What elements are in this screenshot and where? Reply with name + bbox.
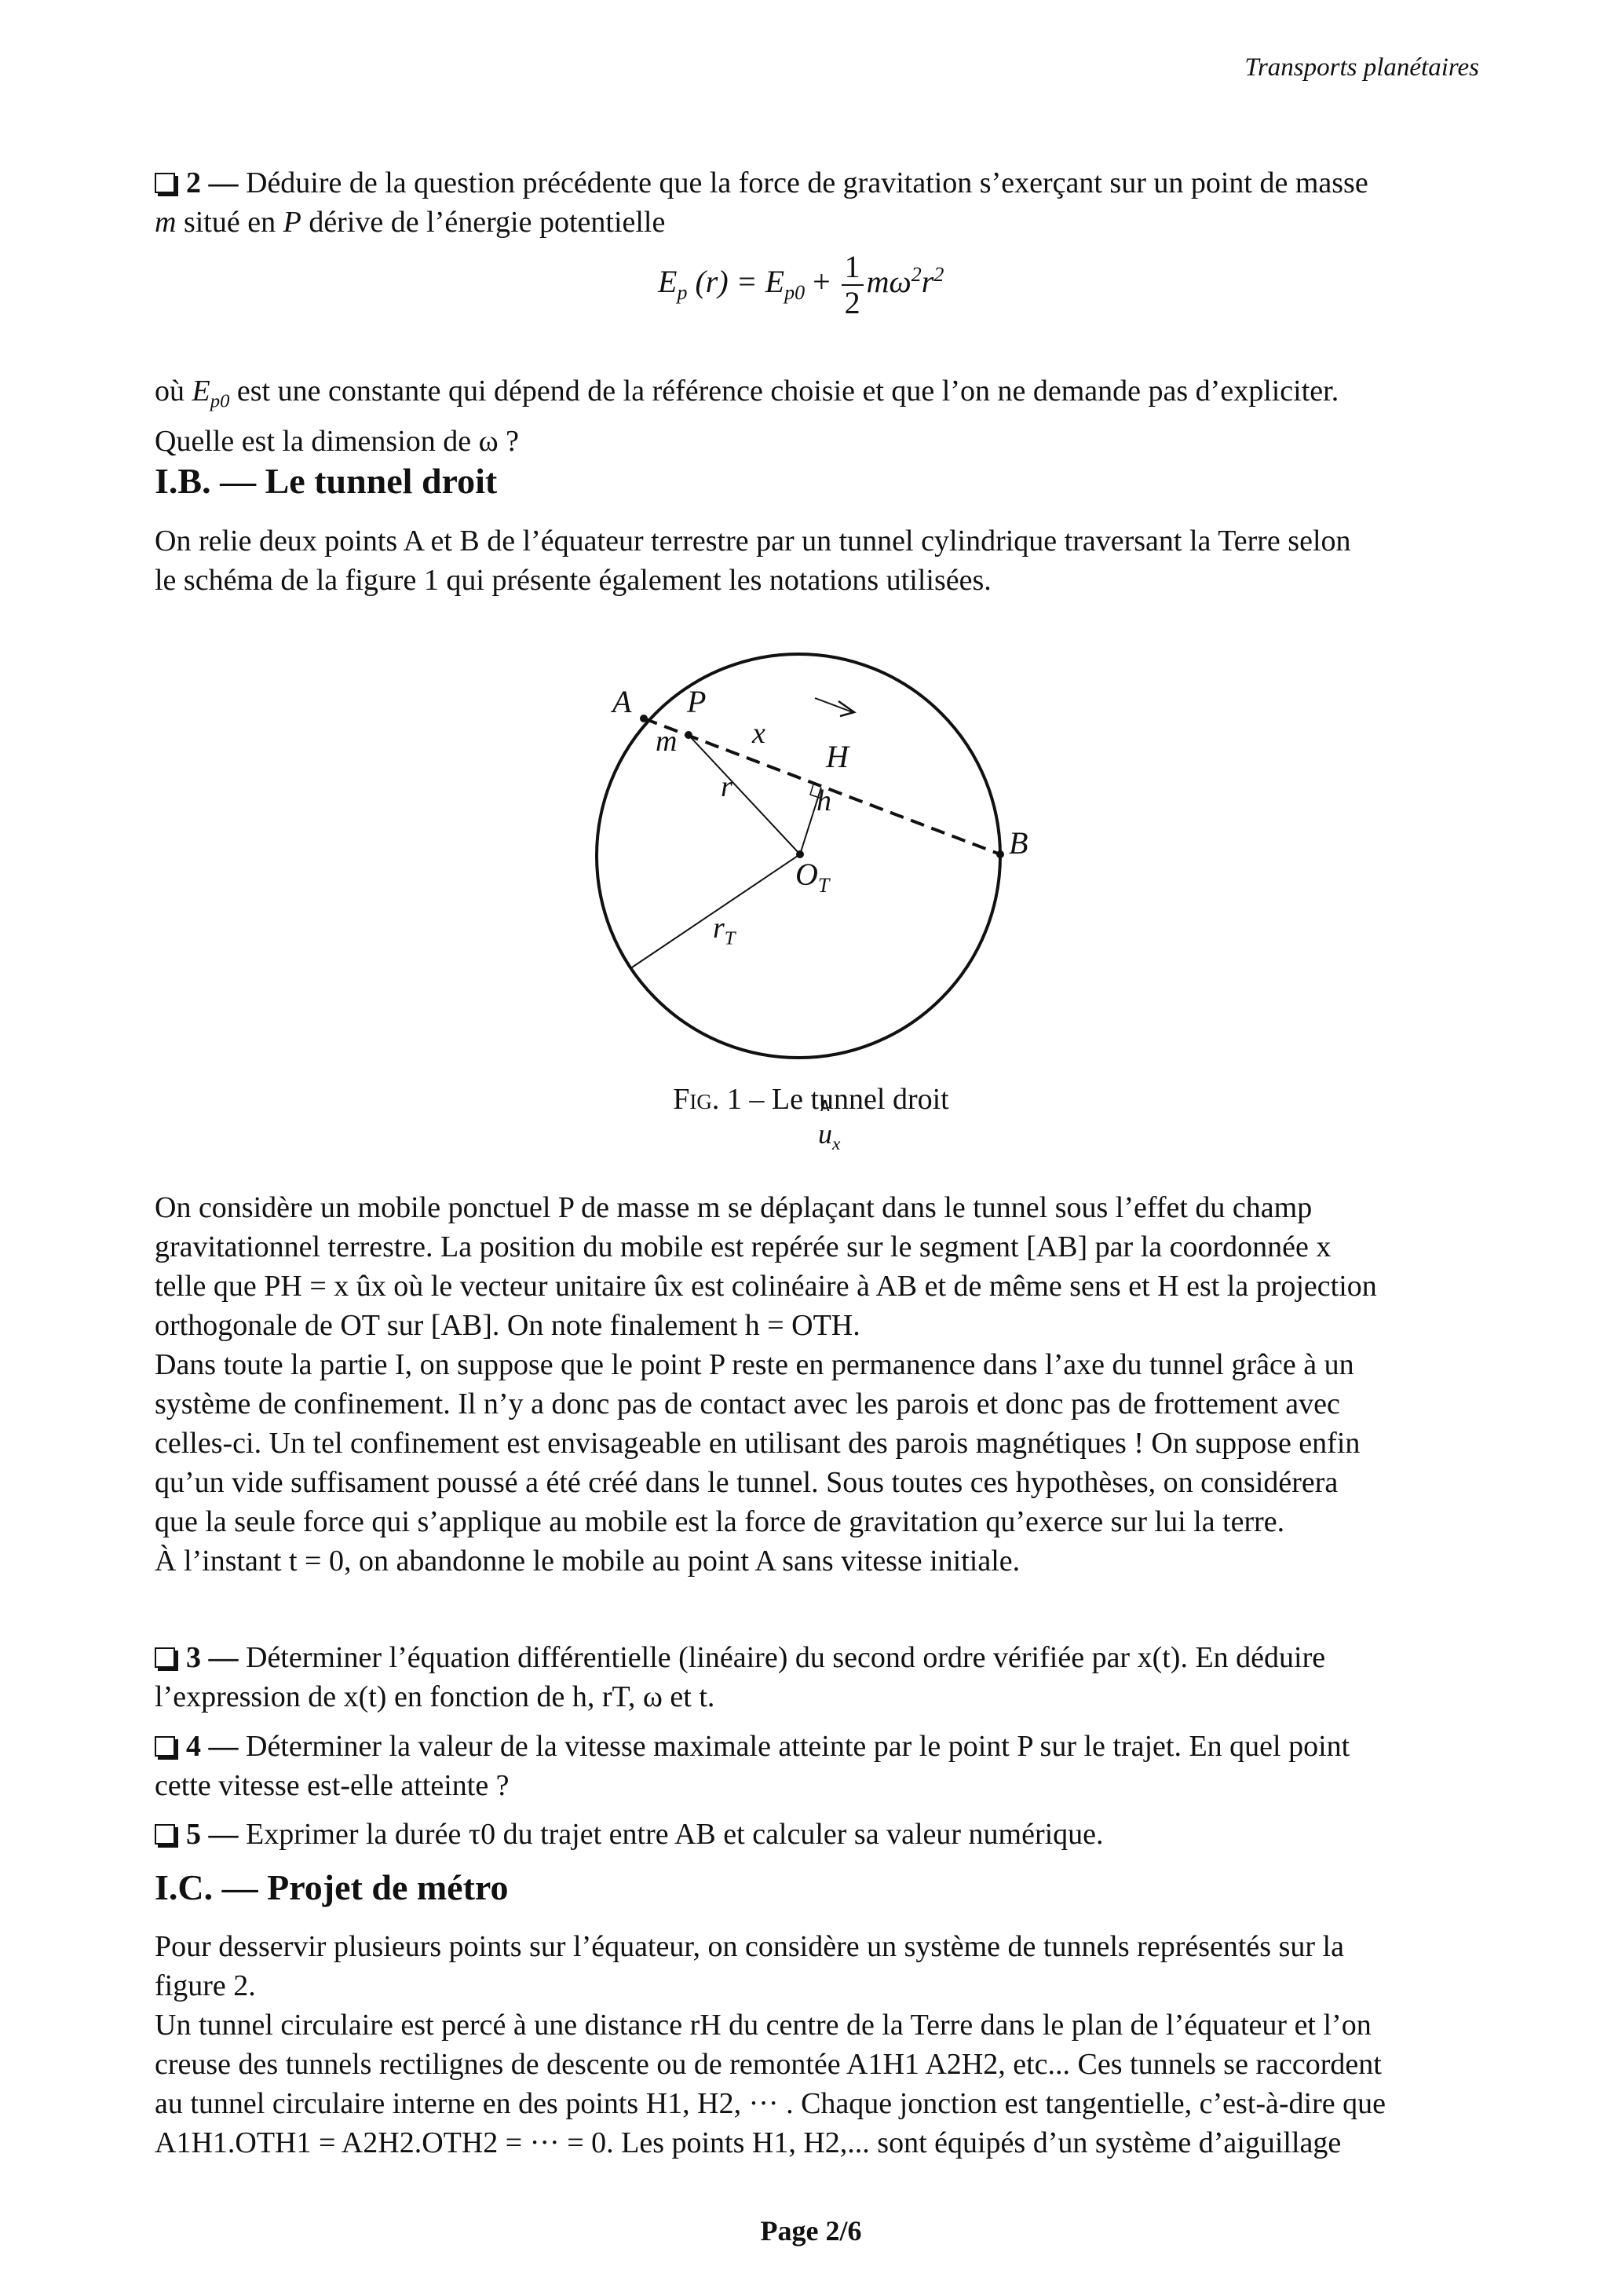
text-line: On considère un mobile ponctuel P de masse m se déplaçant dans le tunnel sous l’effet du champ bbox=[155, 1191, 1313, 1224]
text-line: telle que PH = x ûx où le vecteur unitaire ûx est colinéaire à AB et de même sens et H est la projection bbox=[155, 1270, 1377, 1303]
checkbox-icon bbox=[155, 173, 175, 193]
label-O: O bbox=[795, 857, 818, 892]
formula-part: (r) = E bbox=[695, 264, 785, 300]
formula-part: + bbox=[813, 264, 838, 300]
text-line: celles-ci. Un tel confinement est envisageable en utilisant des parois magnétiques ! On suppose enfin bbox=[155, 1427, 1361, 1460]
tunnel-diagram-svg bbox=[581, 628, 1052, 1076]
question-2-followup bbox=[155, 371, 1480, 461]
question-number: 2 — bbox=[186, 166, 239, 199]
potential-energy-formula bbox=[658, 250, 944, 320]
math-var: E bbox=[192, 375, 210, 408]
text-line: gravitationnel terrestre. La position du mobile est repérée sur le segment [AB] par la coordonnée x bbox=[155, 1230, 1332, 1263]
question-text: Déduire de la question précédente que la force de gravitation s’exerçant sur un point de masse bbox=[246, 166, 1368, 199]
label-A: A bbox=[612, 684, 632, 719]
checkbox-icon bbox=[155, 1736, 175, 1757]
question-3 bbox=[155, 1638, 1480, 1717]
page-number: Page 2/6 bbox=[760, 2215, 862, 2247]
text: On relie deux points A et B de l’équateur terrestre par un tunnel cylindrique traversant la Terre selon bbox=[155, 525, 1351, 558]
question-5 bbox=[155, 1815, 1480, 1854]
paragraph-mobile bbox=[155, 1188, 1480, 1581]
text: situé en bbox=[176, 206, 283, 239]
question-number: 4 — bbox=[186, 1730, 239, 1763]
numerator: 1 bbox=[842, 250, 864, 286]
question-text: cette vitesse est-elle atteinte ? bbox=[155, 1769, 510, 1802]
text-line: Pour desservir plusieurs points sur l’équateur, on considère un système de tunnels représentés sur la bbox=[155, 1930, 1344, 1963]
section-ib-intro bbox=[155, 521, 1480, 600]
formula-sub: p bbox=[677, 281, 688, 305]
formula-part: mω bbox=[866, 264, 911, 300]
text-line: que la seule force qui s’applique au mobile est la force de gravitation qu’exerce sur lui la terre. bbox=[155, 1505, 1285, 1538]
math-var: P bbox=[283, 206, 301, 239]
formula-part: r bbox=[921, 264, 934, 300]
label-r-sub: T bbox=[724, 927, 736, 949]
text: le schéma de la figure 1 qui présente également les notations utilisées. bbox=[155, 564, 992, 597]
formula-sub: p0 bbox=[784, 281, 806, 305]
formula-sup: 2 bbox=[933, 262, 944, 286]
math-sub: p0 bbox=[210, 390, 230, 412]
label-u-sub: x bbox=[832, 1134, 841, 1155]
fraction bbox=[842, 250, 864, 320]
section-heading-ic: I.C. — Projet de métro bbox=[155, 1867, 509, 1907]
text: est une constante qui dépend de la référence choisie et que l’on ne demande pas d’expliciter. bbox=[229, 375, 1339, 408]
caption-label: Fig. bbox=[673, 1083, 720, 1116]
question-number: 5 — bbox=[186, 1818, 239, 1851]
running-header: Transports planétaires bbox=[1244, 53, 1479, 82]
section-ic-paragraph bbox=[155, 1927, 1480, 2163]
label-P: P bbox=[687, 684, 707, 719]
text: où bbox=[155, 375, 192, 408]
question-number: 3 — bbox=[186, 1641, 239, 1674]
formula-part: E bbox=[658, 264, 678, 300]
label-OT bbox=[795, 856, 829, 898]
label-ux bbox=[818, 1117, 840, 1155]
text-line: système de confinement. Il n’y a donc pas de contact avec les parois et donc pas de frottement avec bbox=[155, 1387, 1340, 1420]
label-r: r bbox=[721, 770, 732, 803]
question-text: Déterminer l’équation différentielle (linéaire) du second ordre vérifiée par x(t). En déduire bbox=[246, 1641, 1326, 1674]
label-x: x bbox=[752, 717, 765, 750]
label-H: H bbox=[826, 739, 849, 774]
text: dérive de l’énergie potentielle bbox=[301, 206, 666, 239]
text-line: Dans toute la partie I, on suppose que le point P reste en permanence dans l’axe du tunnel grâce à un bbox=[155, 1348, 1354, 1381]
text-line: qu’un vide suffisament poussé a été créé dans le tunnel. Sous toutes ces hypothèses, on considérera bbox=[155, 1466, 1339, 1499]
label-O-sub: T bbox=[817, 874, 830, 897]
question-4 bbox=[155, 1727, 1480, 1805]
figure-caption bbox=[0, 1082, 1622, 1117]
checkbox-icon bbox=[155, 1647, 175, 1668]
question-text: Déterminer la valeur de la vitesse maximale atteinte par le point P sur le trajet. En quel point bbox=[246, 1730, 1350, 1763]
denominator: 2 bbox=[844, 285, 860, 320]
caption-text: 1 – Le tunnel droit bbox=[719, 1083, 949, 1116]
label-u: u bbox=[818, 1118, 832, 1150]
question-text: Exprimer la durée τ0 du trajet entre AB et calculer sa valeur numérique. bbox=[246, 1818, 1104, 1851]
text-line: creuse des tunnels rectilignes de descente ou de remontée A1H1 A2H2, etc... Ces tunnels se raccordent bbox=[155, 2048, 1382, 2081]
text: Quelle est la dimension de ω ? bbox=[155, 424, 519, 458]
label-B: B bbox=[1009, 825, 1028, 861]
question-text: l’expression de x(t) en fonction de h, rT, ω et t. bbox=[155, 1680, 715, 1713]
question-2 bbox=[155, 163, 1480, 242]
formula-sup: 2 bbox=[911, 262, 922, 286]
text-line: figure 2. bbox=[155, 1969, 256, 2002]
math-var: m bbox=[155, 206, 177, 239]
text-line: Un tunnel circulaire est percé à une distance rH du centre de la Terre dans le plan de l’équateur et l’on bbox=[155, 2009, 1372, 2042]
label-h: h bbox=[816, 784, 831, 817]
label-rT bbox=[713, 911, 736, 950]
text-line: A1H1.OTH1 = A2H2.OTH2 = ··· = 0. Les points H1, H2,... sont équipés d’un système d’aiguillage bbox=[155, 2126, 1342, 2159]
label-m: m bbox=[656, 725, 678, 758]
text-line: À l’instant t = 0, on abandonne le mobile au point A sans vitesse initiale. bbox=[155, 1545, 1021, 1578]
text-line: orthogonale de OT sur [AB]. On note finalement h = OTH. bbox=[155, 1309, 860, 1342]
label-r: r bbox=[713, 912, 725, 945]
section-heading-ib: I.B. — Le tunnel droit bbox=[155, 461, 498, 501]
text-line: au tunnel circulaire interne en des points H1, H2, ··· . Chaque jonction est tangentielle, c’est-à-dire que bbox=[155, 2087, 1386, 2120]
checkbox-icon bbox=[155, 1824, 175, 1844]
